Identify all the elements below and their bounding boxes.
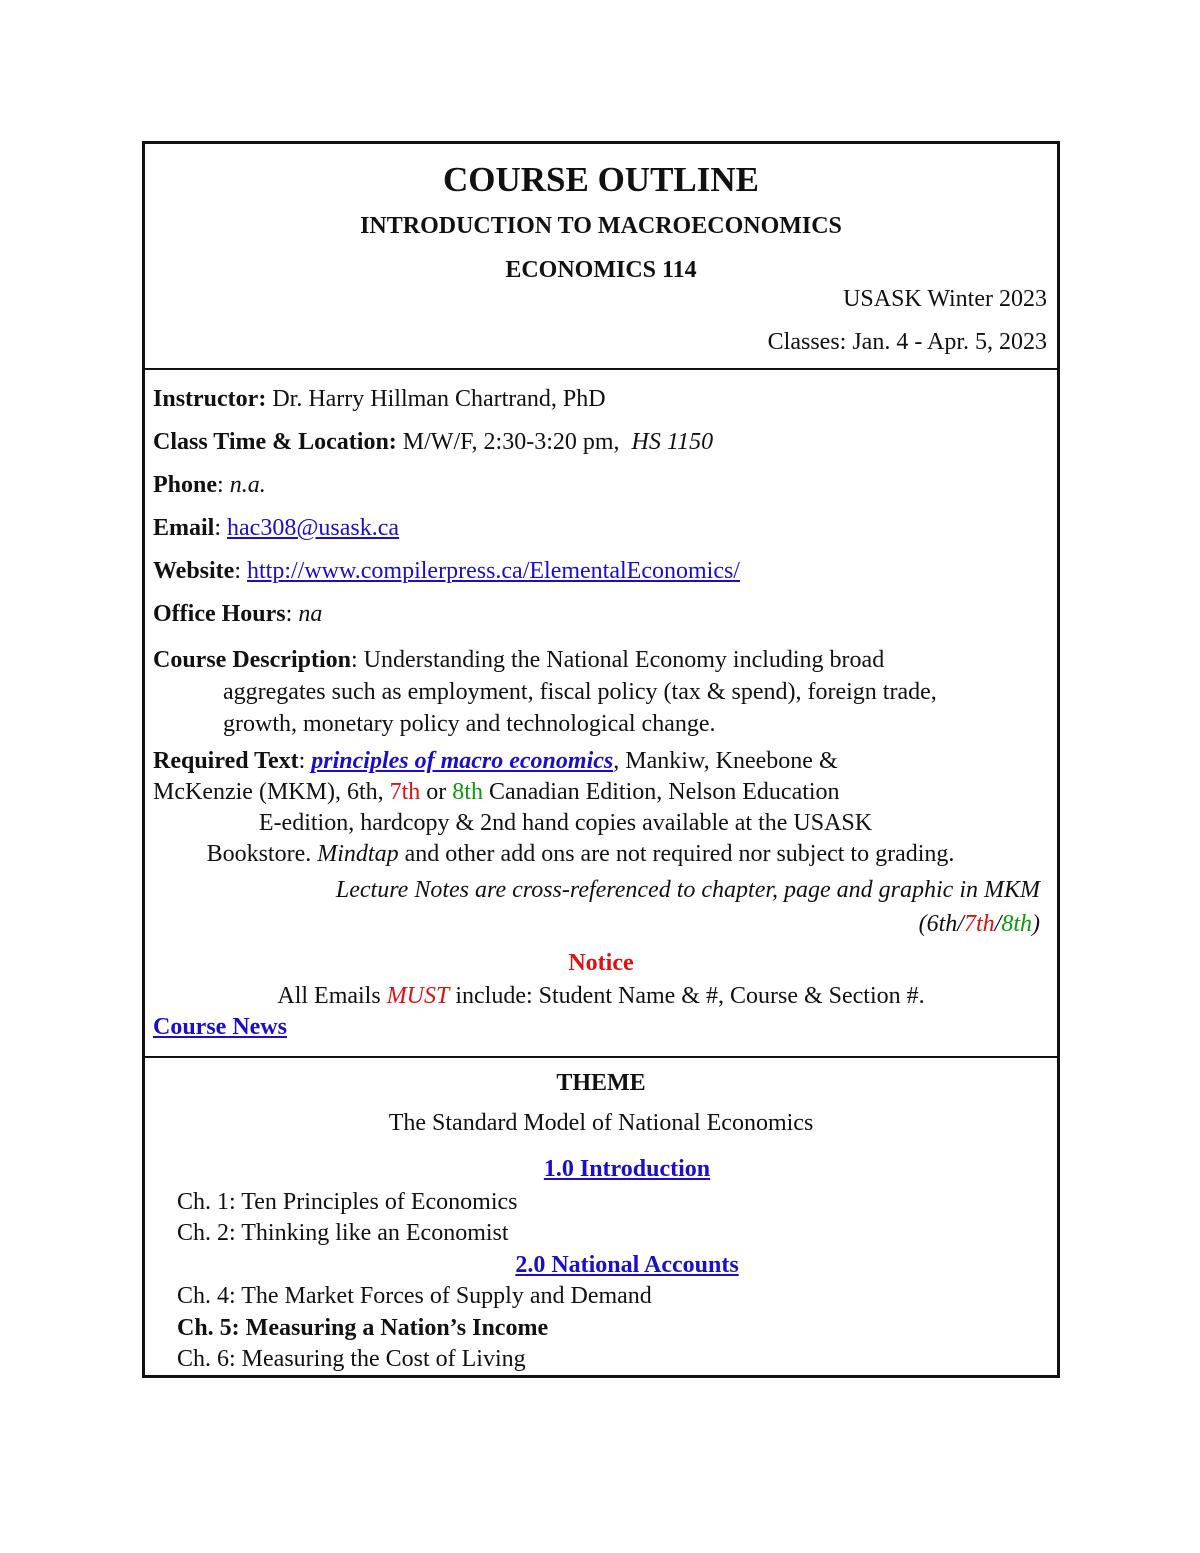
term: USASK Winter 2023 xyxy=(843,286,1047,312)
edition-6th: 6th/ xyxy=(926,911,964,937)
instructor-row xyxy=(153,386,606,413)
website-row: Website: http://www.compilerpress.ca/ElementalEconomics/ xyxy=(153,558,740,584)
required-text-label: Required Text xyxy=(153,748,299,774)
bookstore-text: and other add ons are not required nor subject to grading. xyxy=(404,841,955,867)
lecture-notes-line: Lecture Notes are cross-referenced to chapter, page and graphic in MKM xyxy=(335,877,1040,903)
required-text xyxy=(153,746,1048,940)
email-row: Email: hac308@usask.ca xyxy=(153,515,400,541)
phone-label: Phone xyxy=(153,472,218,498)
description-line: aggregates such as employment, fiscal policy (tax & spend), foreign trade, xyxy=(223,679,937,705)
course-code: ECONOMICS 114 xyxy=(505,257,697,283)
chapter-item: Ch. 6: Measuring the Cost of Living xyxy=(177,1346,526,1372)
required-text-line xyxy=(153,777,1048,808)
chapter-item: Ch. 2: Thinking like an Economist xyxy=(177,1220,509,1246)
notice-must: MUST xyxy=(386,983,450,1009)
office-hours-value: na xyxy=(298,601,323,627)
document-title: COURSE OUTLINE xyxy=(442,160,760,199)
phone-row: Phone: n.a. xyxy=(153,472,266,498)
edition-8th: 8th xyxy=(452,779,483,805)
notice-body xyxy=(145,983,1057,1010)
chapter-item: Ch. 5: Measuring a Nation’s Income xyxy=(177,1314,549,1341)
textbook-link[interactable]: principles of macro economics xyxy=(311,748,614,774)
edition-slash: / xyxy=(994,911,1002,937)
phone-value: n.a. xyxy=(229,472,266,498)
office-hours-label: Office Hours xyxy=(153,601,286,627)
edition-or: or xyxy=(426,779,447,805)
unit-1-link[interactable]: 1.0 Introduction xyxy=(543,1156,711,1182)
unit-heading xyxy=(177,1250,1047,1282)
course-outline-box xyxy=(142,141,1060,1378)
office-hours-row: Office Hours: na xyxy=(153,601,323,627)
edition-7th: 7th xyxy=(389,779,421,805)
bookstore-line xyxy=(153,839,1048,870)
course-description: Course Description: Understanding the National Economy including broad aggregates such as employment, fiscal policy (tax & spend), foreign trade, growth, monetary policy and technological change. xyxy=(153,644,1043,740)
theme-subtitle: The Standard Model of National Economics xyxy=(388,1110,814,1136)
edition-7th: 7th xyxy=(963,911,995,937)
required-text-line: Required Text: principles of macro economics, Mankiw, Kneebone & xyxy=(153,748,838,774)
instructor-label: Instructor: xyxy=(153,386,267,412)
course-name: INTRODUCTION TO MACROECONOMICS xyxy=(360,213,842,239)
unit-list xyxy=(177,1154,1047,1376)
notice-text: include: Student Name & #, Course & Section #. xyxy=(455,983,925,1009)
bookstore-text: Bookstore. xyxy=(206,841,312,867)
editions-line: (6th/7th/8th) xyxy=(918,911,1040,937)
class-time-label: Class Time & Location: xyxy=(153,429,397,455)
notice-title: Notice xyxy=(568,950,634,976)
chapter-item: Ch. 4: The Market Forces of Supply and Demand xyxy=(177,1283,652,1309)
class-dates: Classes: Jan. 4 - Apr. 5, 2023 xyxy=(767,329,1047,355)
description-line: growth, monetary policy and technological change. xyxy=(223,711,716,737)
instructor-value: Dr. Harry Hillman Chartrand, PhD xyxy=(272,386,606,412)
unit-2-link[interactable]: 2.0 National Accounts xyxy=(515,1251,739,1278)
notice-text: All Emails xyxy=(277,983,381,1009)
course-news-link[interactable]: Course News xyxy=(153,1014,287,1040)
course-info-section xyxy=(145,370,1057,1058)
description-line: Understanding the National Economy including broad xyxy=(363,647,885,673)
textbook-authors: Mankiw, Kneebone & xyxy=(625,748,838,774)
unit-heading xyxy=(177,1154,1047,1186)
edition-text: McKenzie (MKM), 6th, xyxy=(153,779,384,805)
website-label: Website xyxy=(153,558,235,584)
class-room: HS 1150 xyxy=(631,429,714,455)
theme-title: THEME xyxy=(556,1070,646,1096)
description-label: Course Description xyxy=(153,647,351,673)
mindtap-text: Mindtap xyxy=(317,841,399,867)
email-link[interactable]: hac308@usask.ca xyxy=(227,515,400,541)
class-time-row xyxy=(153,429,713,456)
website-link[interactable]: http://www.compilerpress.ca/ElementalEconomics/ xyxy=(247,558,740,584)
header-section xyxy=(145,144,1057,370)
class-time-value: M/W/F, 2:30-3:20 pm, xyxy=(402,429,620,455)
chapter-item: Ch. 1: Ten Principles of Economics xyxy=(177,1188,518,1215)
edition-8th: 8th xyxy=(1001,911,1032,937)
email-label: Email xyxy=(153,515,215,541)
availability-line: E-edition, hardcopy & 2nd hand copies available at the USASK xyxy=(258,810,873,836)
theme-section xyxy=(145,1058,1057,1375)
edition-text: Canadian Edition, Nelson Education xyxy=(488,779,840,805)
